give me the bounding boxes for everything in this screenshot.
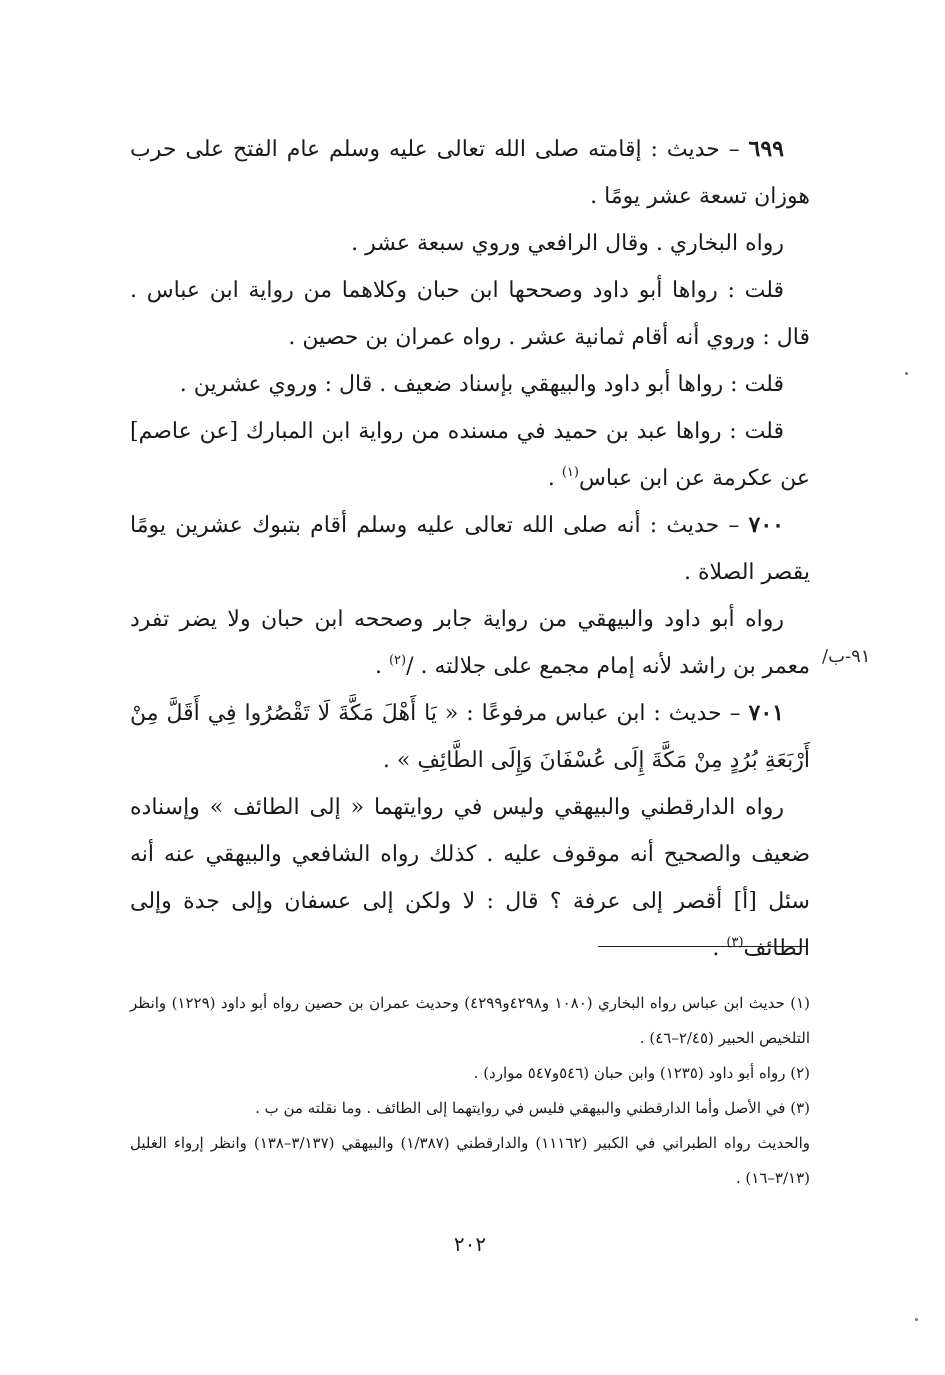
paragraph [130,408,810,502]
paragraph [130,596,810,690]
footnote-ref: (٢) [388,653,407,668]
main-text [130,126,810,972]
footnote-3: (٣) في الأصل وأما الدارقطني والبيهقي فليس في روايتهما إلى الطائف . وما نقلته من ب . [255,1099,810,1117]
hadith-701 [130,690,810,784]
paragraph-text: رواه أبو داود والبيهقي من رواية جابر وصححه ابن حبان ولا يضر تفرد معمر بن راشد لأنه إمام مجمع على جلالته . / [130,607,810,679]
footnote-3-continued: والحديث رواه الطبراني في الكبير (١١١٦٢) والدارقطني (١/٣٨٧) والبيهقي (٣/١٣٧–١٣٨) وانظر إرواء الغليل (٣/١٣–١٦) . [130,1134,810,1187]
paragraph: قلت : رواها أبو داود وصححها ابن حبان وكلاهما من رواية ابن عباس . قال : وروي أنه أقام ثمانية عشر . رواه عمران بن حصين . [130,278,810,350]
footnote-2: (٢) رواه أبو داود (١٢٣٥) وابن حبان (٥٤٦و٥٤٧ موارد) . [473,1064,810,1082]
hadith-number: ٦٩٩ [748,136,784,162]
hadith-quote: يَا أَهْلَ مَكَّةَ لَا تَقْصُرُوا فِي أَقَلَّ مِنْ أَرْبَعَةِ بُرُدٍ مِنْ مَكَّةَ إِلَى عُسْفَانَ وَإِلَى الطَّائِفِ [130,701,810,773]
footnotes [130,986,810,1196]
footnote-ref: (٣) [726,935,744,950]
hadith-699 [130,126,810,220]
hadith-number: ٧٠١ [748,700,784,726]
paragraph-end: . [712,936,727,961]
paragraph-end: . [547,466,562,491]
footnote-1: (١) حديث ابن عباس رواه البخاري (١٠٨٠ و٤٢٩٨و٤٢٩٩) وحديث عمران بن حصين رواه أبو داود (١٢٢٩) وانظر التلخيص الحبير (٢/٤٥–٤٦) . [130,994,810,1047]
hadith-text: – حديث : أنه صلى الله تعالى عليه وسلم أقام بتبوك عشرين يومًا يقصر الصلاة . [130,513,810,585]
footnote-separator [598,946,808,947]
hadith-text: – حديث : إقامته صلى الله تعالى عليه وسلم عام الفتح على حرب هوزان تسعة عشر يومًا . [130,137,810,209]
footnote-ref: (١) [561,465,579,480]
hadith-quote-close: » . [382,748,418,773]
hadith-intro: – حديث : ابن عباس مرفوعًا : « [436,701,749,726]
scan-speck [905,372,908,375]
paragraph-end: . [374,654,389,679]
paragraph: قلت : رواها أبو داود والبيهقي بإسناد ضعيف . قال : وروي عشرين . [179,372,784,397]
paragraph-text: قلت : رواها عبد بن حميد في مسنده من رواية ابن المبارك [عن عاصم] عن عكرمة عن ابن عباس [130,419,810,491]
page-number: ٢٠٢ [453,1232,487,1256]
hadith-number: ٧٠٠ [748,512,784,538]
paragraph [130,784,810,972]
paragraph: رواه البخاري . وقال الرافعي وروي سبعة عشر . [351,231,784,256]
paragraph-text: رواه الدارقطني والبيهقي وليس في روايتهما « إلى الطائف » وإسناده ضعيف والصحيح أنه موقوف عليه . كذلك رواه الشافعي والبيهقي عنه أنه سئل [أ] أقصر إلى عرفة ؟ قال : لا ولكن إلى عسفان وإلى جدة وإلى الطائف [130,795,810,961]
scan-speck [915,1318,918,1321]
hadith-700 [130,502,810,596]
margin-folio-note: /٩١-ب [822,646,871,667]
